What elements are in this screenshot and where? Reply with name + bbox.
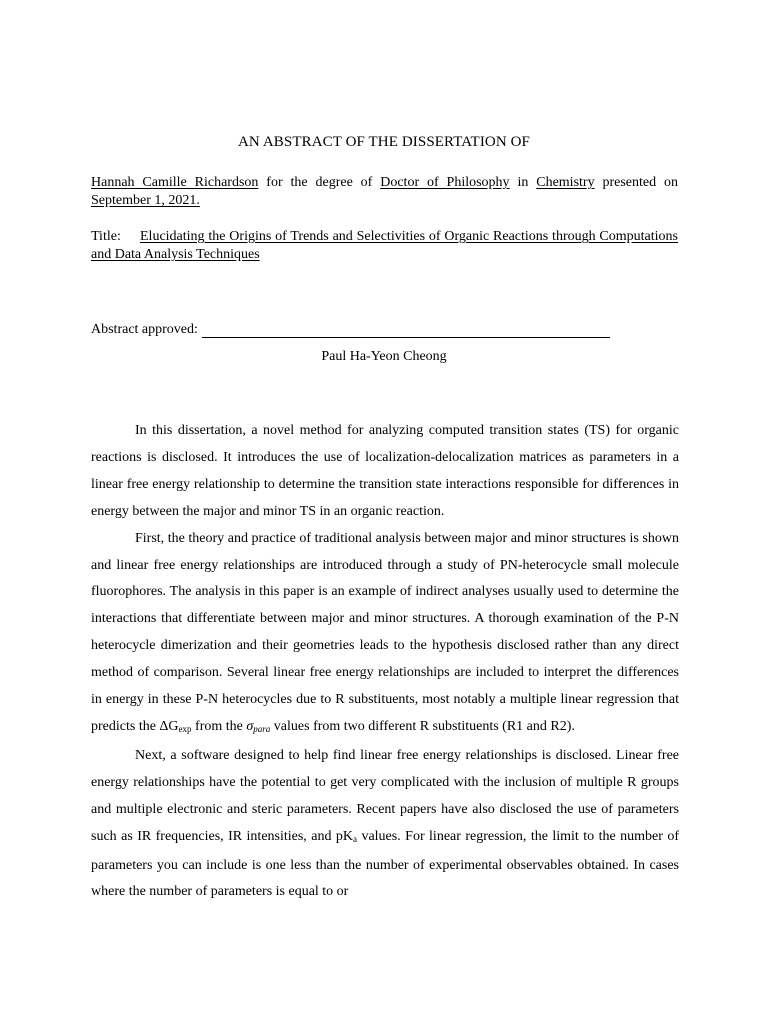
author-degree-line [91,174,678,210]
presentation-date: September 1, 2021. [91,193,200,208]
field-name: Chemistry [536,175,595,190]
dissertation-title: Elucidating the Origins of Trends and Selectivities of Organic Reactions through Computations and Data Analysis Techniques [91,229,678,262]
delta-g-symbol: ΔG [159,718,179,734]
signature-line [202,323,610,338]
dissertation-title-line [91,228,678,264]
delta-g-subscript: exp [178,723,192,734]
paragraph-3-text-a: Next, a software designed to help find linear free energy relationships is disclosed. Linear free energy relationships have the potential to get very complicated with the inclusion of multiple R groups and multiple electronic and steric parameters. Recent papers have also disclosed the use of parameters such as IR frequencies, IR intensities, and pK [91,747,679,844]
field-connector: in [509,175,537,190]
degree-connector: for the degree of [258,175,381,190]
advisor-name: Paul Ha-Yeon Cheong [321,349,447,364]
paragraph-1: In this dissertation, a novel method for analyzing computed transition states (TS) for organic reactions is disclosed. It introduces the use of localization-delocalization matrices as parameters in a linear free energy relationship to determine the transition state interactions responsible for differences in energy between the major and minor TS in an organic reaction. [91,423,679,519]
sigma-symbol: σ [246,718,254,734]
paragraph-3 [91,743,679,906]
paragraph-2-text-a: First, the theory and practice of traditional analysis between major and minor structures is shown and linear free energy relationships are introduced through a study of PN-heterocycle small molecule fluorophores. The analysis in this paper is an example of indirect analyses usually used to determine the interactions that differentiate between major and minor structures. A thorough examination of the P-N heterocycle dimerization and their geometries leads to the hypothesis disclosed rather than any direct method of comparison. Several linear free energy relationships are included to interpret the differences in energy in these P-N heterocycles due to R substituents, most notably a multiple linear regression that predicts the [91,530,679,734]
page-title: AN ABSTRACT OF THE DISSERTATION OF [237,134,531,150]
abstract-body [91,418,679,906]
paragraph-2 [91,526,679,743]
approval-line [91,322,610,338]
paragraph-2-text-b: from the [191,718,247,734]
approved-label: Abstract approved: [91,322,198,337]
pka-subscript: a [353,833,358,844]
paragraph-2-text-c: values from two different R substituents (R1 and R2). [270,718,575,734]
paragraph-3-text-b: values. For linear regression, the limit to the number of parameters you can include is one less than the number of experimental observables obtained. In cases where the number of parameters is equal to or [91,828,679,900]
degree-name: Doctor of Philosophy [380,175,510,190]
sigma-subscript: para [253,723,271,734]
presented-connector: presented on [594,175,678,190]
title-label: Title: [91,229,121,244]
author-name: Hannah Camille Richardson [91,175,259,190]
